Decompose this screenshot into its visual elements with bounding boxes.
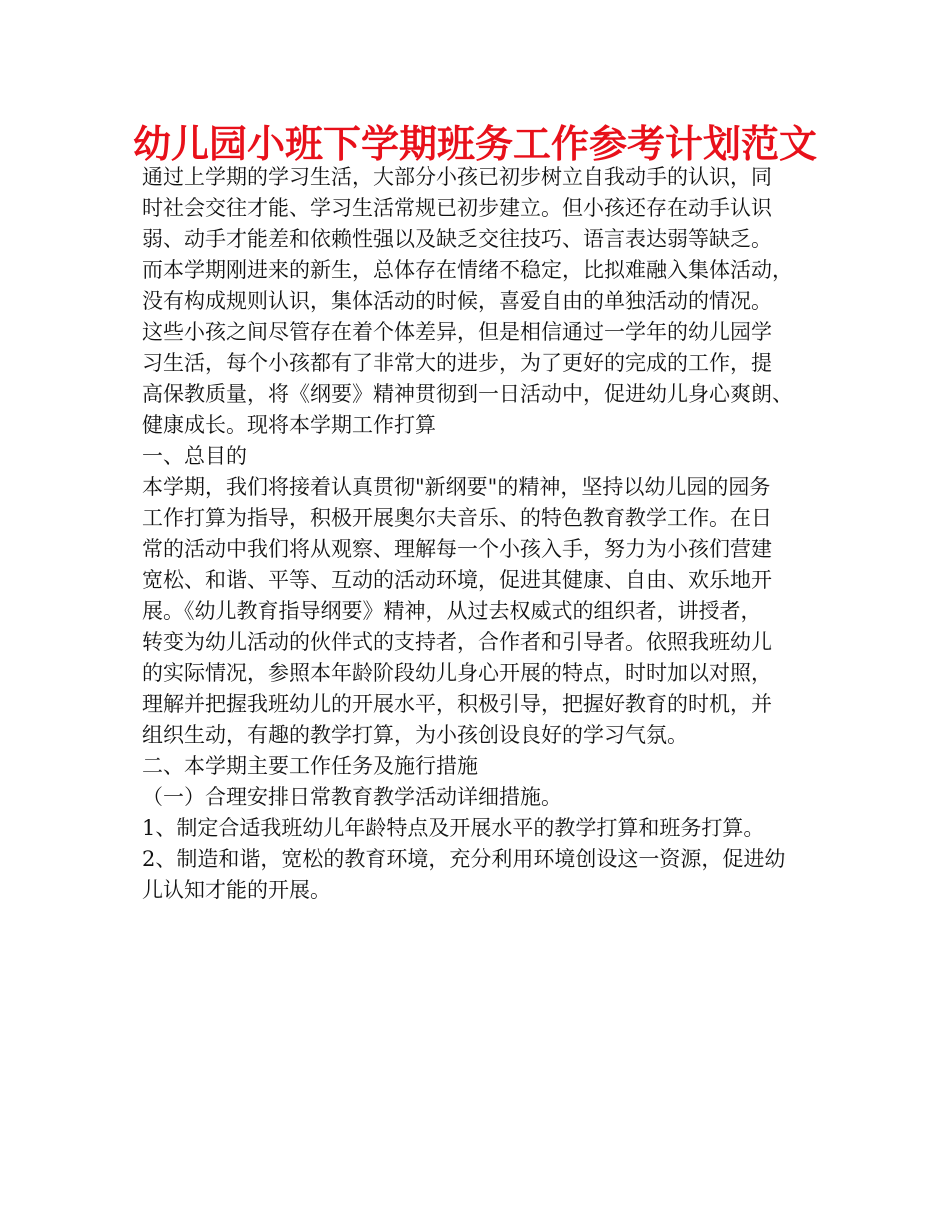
document-title: 幼儿园小班下学期班务工作参考计划范文 xyxy=(132,122,817,166)
body-line: 宽松、和谐、平等、互动的活动环境，促进其健康、自由、欢乐地开 xyxy=(142,568,772,592)
section-heading: 二、本学期主要工作任务及施行措施 xyxy=(142,754,478,778)
list-item: 1、制定合适我班幼儿年龄特点及开展水平的教学打算和班务打算。 xyxy=(142,816,765,840)
body-line: 组织生动，有趣的教学打算，为小孩创设良好的学习气氛。 xyxy=(142,723,688,747)
body-line: 的实际情况，参照本年龄阶段幼儿身心开展的特点，时时加以对照， xyxy=(142,661,772,685)
body-line: 弱、动手才能差和依赖性强以及缺乏交往技巧、语言表达弱等缺乏。 xyxy=(142,227,772,251)
body-line: 展。《幼儿教育指导纲要》精神，从过去权威式的组织者，讲授者， xyxy=(142,599,762,623)
body-line: 时社会交往才能、学习生活常规已初步建立。但小孩还存在动手认识 xyxy=(142,196,772,220)
body-line: 健康成长。现将本学期工作打算 xyxy=(142,413,436,437)
body-line: 儿认知才能的开展。 xyxy=(142,878,331,902)
body-line: 本学期，我们将接着认真贯彻"新纲要"的精神，坚持以幼儿园的园务 xyxy=(142,475,771,499)
document-body xyxy=(142,162,822,906)
subsection-heading: （一）合理安排日常教育教学活动详细措施。 xyxy=(142,785,562,809)
body-line: 转变为幼儿活动的伙伴式的支持者，合作者和引导者。依照我班幼儿 xyxy=(142,630,772,654)
body-line: 理解并把握我班幼儿的开展水平，积极引导，把握好教育的时机，并 xyxy=(142,692,772,716)
list-item: 2、制造和谐，宽松的教育环境，充分利用环境创设这一资源，促进幼 xyxy=(142,847,786,871)
body-line: 工作打算为指导，积极开展奥尔夫音乐、的特色教育教学工作。在日 xyxy=(142,506,772,530)
body-line: 习生活，每个小孩都有了非常大的进步，为了更好的完成的工作，提 xyxy=(142,351,772,375)
body-line: 常的活动中我们将从观察、理解每一个小孩入手，努力为小孩们营建 xyxy=(142,537,772,561)
body-line: 这些小孩之间尽管存在着个体差异，但是相信通过一学年的幼儿园学 xyxy=(142,320,772,344)
body-line: 没有构成规则认识，集体活动的时候，喜爱自由的单独活动的情况。 xyxy=(142,289,772,313)
body-line: 高保教质量，将《纲要》精神贯彻到一日活动中，促进幼儿身心爽朗、 xyxy=(142,382,793,406)
body-line: 通过上学期的学习生活，大部分小孩已初步树立自我动手的认识，同 xyxy=(142,165,772,189)
section-heading: 一、总目的 xyxy=(142,444,247,468)
body-line: 而本学期刚进来的新生，总体存在情绪不稳定，比拟难融入集体活动， xyxy=(142,258,793,282)
